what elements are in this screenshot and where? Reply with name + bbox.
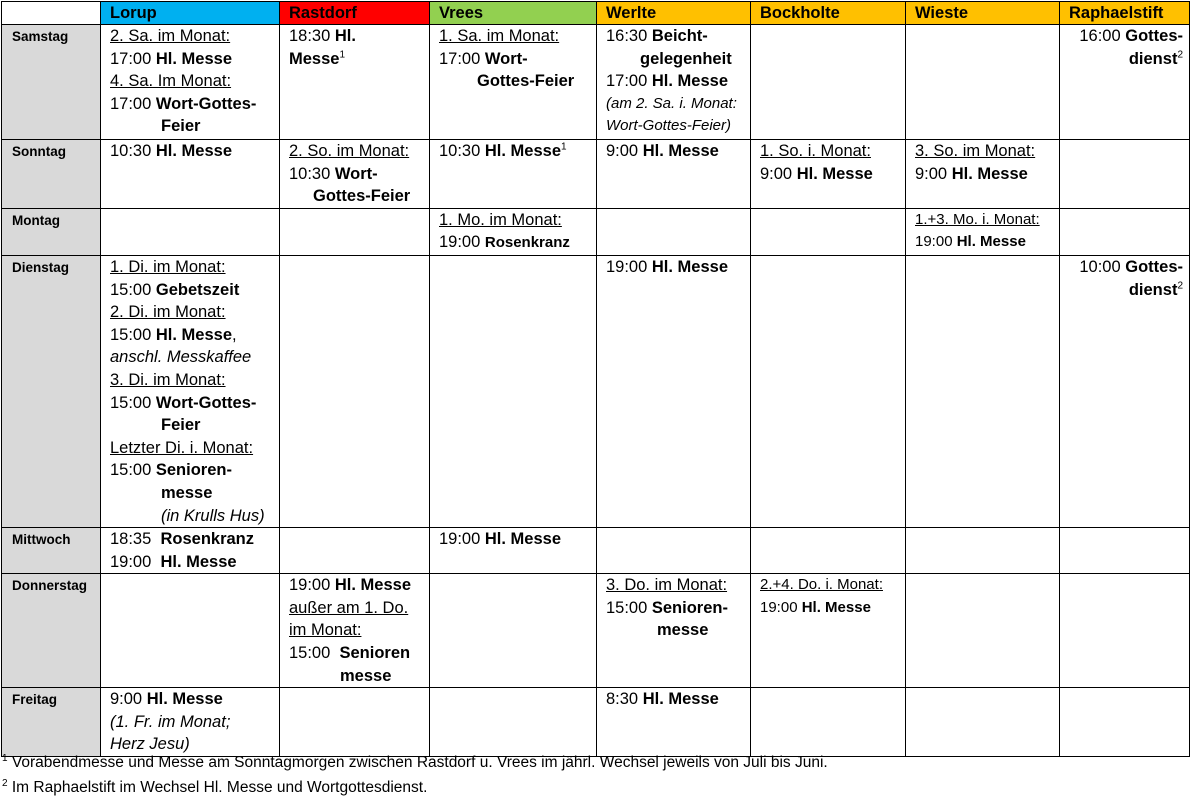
cell-donnerstag-werlte: 3. Do. im Monat: 15:00 Senioren- messe (597, 574, 751, 688)
cell-freitag-lorup: 9:00 Hl. Messe (1. Fr. im Monat; Herz Jesu) (101, 688, 280, 757)
cell-donnerstag-rastdorf: 19:00 Hl. Messe außer am 1. Do. im Monat: 15:00 Senioren messe (280, 574, 430, 688)
cell-samstag-lorup: 2. Sa. im Monat: 17:00 Hl. Messe 4. Sa. Im Monat: 17:00 Wort-Gottes- Feier (101, 25, 280, 140)
cell-mittwoch-wieste (906, 528, 1060, 574)
col-header-rastdorf: Rastdorf (280, 2, 430, 25)
cell-mittwoch-bockholte (751, 528, 906, 574)
cell-mittwoch-werlte (597, 528, 751, 574)
col-header-raphaelstift: Raphaelstift (1060, 2, 1190, 25)
cell-samstag-rastdorf: 18:30 Hl. Messe$^1$ (280, 25, 430, 140)
cell-donnerstag-lorup (101, 574, 280, 688)
footnote-2-mark: 2 (2, 777, 8, 789)
cell-sonntag-wieste: 3. So. im Monat: 9:00 Hl. Messe (906, 140, 1060, 209)
cell-donnerstag-raphaelstift (1060, 574, 1190, 688)
row-sonntag (2, 140, 1190, 209)
row-dienstag (2, 255, 1190, 527)
col-header-vrees: Vrees (430, 2, 597, 25)
cell-dienstag-wieste (906, 255, 1060, 527)
cell-dienstag-raphaelstift: 10:00 Gottes- dienst$^2$ (1060, 255, 1190, 527)
cell-dienstag-lorup: 1. Di. im Monat: 15:00 Gebetszeit 2. Di. im Monat: 15:00 Hl. Messe, anschl. Messkaffee 3. Di. im Monat: 15:00 Wort-Gottes- Feier Letzter Di. i. Monat: 15:00 Senioren- messe (in Krulls Hus) (101, 255, 280, 527)
cell-freitag-raphaelstift (1060, 688, 1190, 757)
cell-freitag-werlte: 8:30 Hl. Messe (597, 688, 751, 757)
cell-montag-werlte (597, 208, 751, 255)
cell-montag-wieste: 1.+3. Mo. i. Monat: 19:00 Hl. Messe (906, 208, 1060, 255)
cell-freitag-wieste (906, 688, 1060, 757)
row-montag (2, 208, 1190, 255)
cell-samstag-raphaelstift: 16:00 Gottes- dienst$^2$ (1060, 25, 1190, 140)
cell-samstag-wieste (906, 25, 1060, 140)
cell-dienstag-bockholte (751, 255, 906, 527)
cell-sonntag-raphaelstift (1060, 140, 1190, 209)
footnote-2-text: Im Raphaelstift im Wechsel Hl. Messe und Wortgottesdienst. (7, 779, 428, 796)
cell-samstag-bockholte (751, 25, 906, 140)
day-label-mittwoch: Mittwoch (2, 528, 101, 574)
cell-sonntag-rastdorf: 2. So. im Monat: 10:30 Wort- Gottes-Feier (280, 140, 430, 209)
cell-sonntag-werlte: 9:00 Hl. Messe (597, 140, 751, 209)
cell-dienstag-werlte: 19:00 Hl. Messe (597, 255, 751, 527)
corner-cell (2, 2, 101, 25)
cell-samstag-vrees: 1. Sa. im Monat: 17:00 Wort- Gottes-Feier (430, 25, 597, 140)
day-label-freitag: Freitag (2, 688, 101, 757)
cell-montag-rastdorf (280, 208, 430, 255)
cell-montag-lorup (101, 208, 280, 255)
cell-donnerstag-vrees (430, 574, 597, 688)
cell-donnerstag-wieste (906, 574, 1060, 688)
footnote-1-mark: 1 (2, 752, 8, 764)
cell-mittwoch-rastdorf (280, 528, 430, 574)
cell-mittwoch-vrees: 19:00 Hl. Messe (430, 528, 597, 574)
col-header-werlte: Werlte (597, 2, 751, 25)
cell-mittwoch-raphaelstift (1060, 528, 1190, 574)
cell-freitag-vrees (430, 688, 597, 757)
row-freitag (2, 688, 1190, 757)
footnote-1 (2, 753, 828, 773)
row-mittwoch (2, 528, 1190, 574)
day-label-sonntag: Sonntag (2, 140, 101, 209)
mass-schedule-table (1, 1, 1190, 757)
cell-donnerstag-bockholte: 2.+4. Do. i. Monat: 19:00 Hl. Messe (751, 574, 906, 688)
cell-sonntag-bockholte: 1. So. i. Monat: 9:00 Hl. Messe (751, 140, 906, 209)
col-header-lorup: Lorup (101, 2, 280, 25)
cell-sonntag-lorup: 10:30 Hl. Messe (101, 140, 280, 209)
day-label-donnerstag: Donnerstag (2, 574, 101, 688)
cell-dienstag-vrees (430, 255, 597, 527)
cell-sonntag-vrees: 10:30 Hl. Messe$^1$ (430, 140, 597, 209)
cell-freitag-rastdorf (280, 688, 430, 757)
cell-mittwoch-lorup: 18:35 Rosenkranz 19:00 Hl. Messe (101, 528, 280, 574)
day-label-samstag: Samstag (2, 25, 101, 140)
footnote-1-text: Vorabendmesse und Messe am Sonntagmorgen zwischen Rastdorf u. Vrees im jährl. Wechsel jeweils von Juli bis Juni. (7, 754, 828, 771)
day-label-dienstag: Dienstag (2, 255, 101, 527)
cell-dienstag-rastdorf (280, 255, 430, 527)
day-label-montag: Montag (2, 208, 101, 255)
header-row (2, 2, 1190, 25)
row-donnerstag (2, 574, 1190, 688)
cell-montag-raphaelstift (1060, 208, 1190, 255)
col-header-wieste: Wieste (906, 2, 1060, 25)
cell-samstag-werlte: 16:30 Beicht- gelegenheit 17:00 Hl. Messe (am 2. Sa. i. Monat: Wort-Gottes-Feier) (597, 25, 751, 140)
footnote-2 (2, 778, 427, 798)
cell-montag-bockholte (751, 208, 906, 255)
row-samstag (2, 25, 1190, 140)
cell-montag-vrees: 1. Mo. im Monat: 19:00 Rosenkranz (430, 208, 597, 255)
cell-freitag-bockholte (751, 688, 906, 757)
col-header-bockholte: Bockholte (751, 2, 906, 25)
